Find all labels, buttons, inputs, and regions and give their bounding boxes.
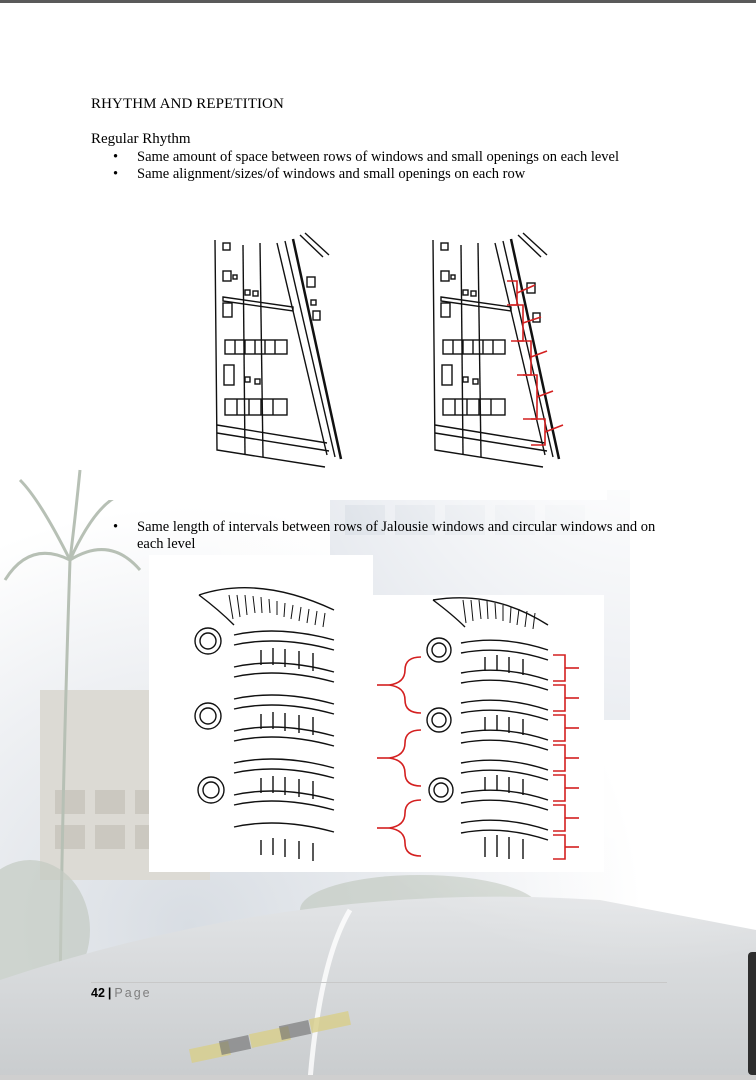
list-item-text: Same length of intervals between rows of Jalousie windows and circular windows and on each level: [137, 519, 656, 552]
list-item-text: Same alignment/sizes/of windows and small openings on each row: [137, 166, 526, 182]
list-item: [91, 166, 671, 183]
list-item-text: Same amount of space between rows of windows and small openings on each level: [137, 149, 619, 165]
bullet-list-top: [91, 149, 671, 183]
bullet-list-bottom: [91, 519, 681, 553]
footer-rule: [91, 982, 667, 983]
bullet-marker: •: [113, 519, 119, 535]
jalousie-sketch: [195, 588, 334, 861]
bullet-marker: •: [113, 149, 119, 165]
footer-separator: |: [107, 986, 112, 1000]
list-item: [91, 519, 681, 553]
subsection-heading: Regular Rhythm: [91, 131, 191, 147]
list-item: [91, 149, 671, 166]
figure-facade-sketches: [95, 205, 607, 500]
page-number: 42: [91, 986, 105, 1000]
figure-jalousie-sketch-annotated: [373, 595, 604, 872]
viewer-bottom-border: [0, 1075, 756, 1080]
page-label: Page: [114, 986, 152, 1000]
annotation-brackets: [377, 655, 579, 859]
annotation-brackets: [507, 281, 563, 445]
facade-sketch: [215, 233, 341, 467]
section-heading: RHYTHM AND REPETITION: [91, 96, 284, 112]
facade-sketch-annotated: [433, 233, 559, 467]
figure-jalousie-sketch: [149, 555, 373, 872]
jalousie-sketch-annotated: [427, 598, 548, 859]
scrollbar-thumb[interactable]: [748, 952, 756, 1075]
page-footer: [91, 986, 152, 1000]
bullet-marker: •: [113, 166, 119, 182]
